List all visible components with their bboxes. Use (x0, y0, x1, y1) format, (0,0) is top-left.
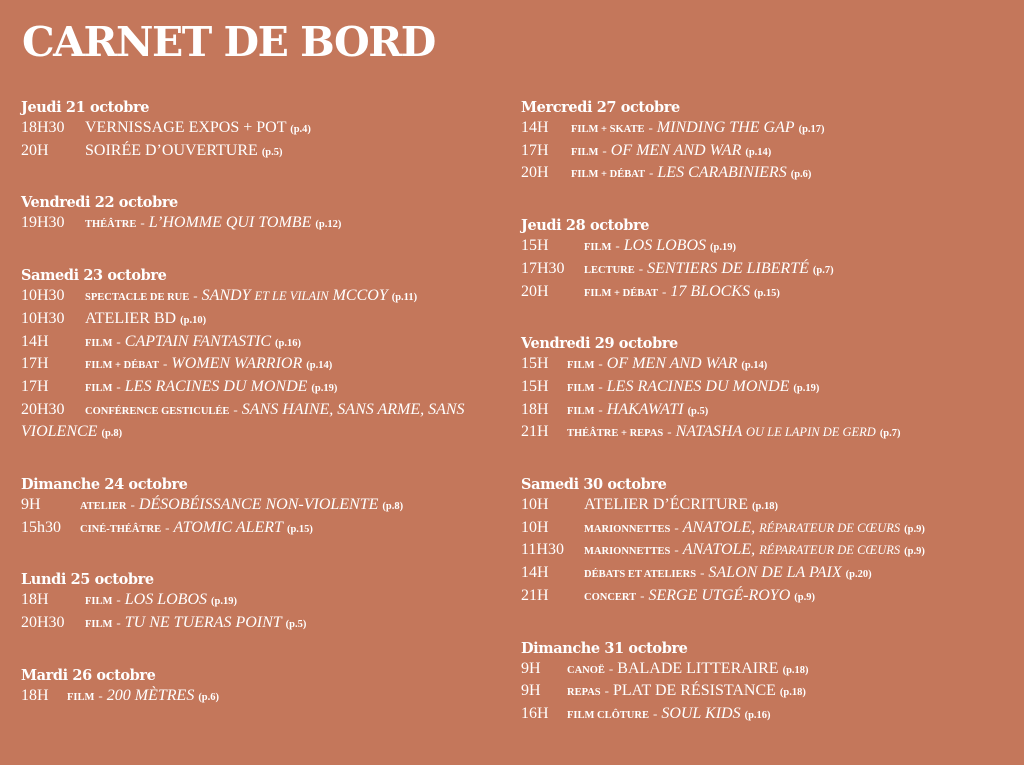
separator: - (667, 424, 672, 440)
event-category: FILM + DÉBAT (584, 287, 659, 299)
event-label: SOIRÉE D’OUVERTURE (85, 141, 258, 159)
event-row (521, 236, 1001, 259)
separator: - (130, 497, 135, 513)
event-title (647, 260, 809, 277)
day-block (21, 665, 501, 709)
event-time: 9H (21, 496, 41, 514)
event-page-ref: (p.19) (793, 382, 820, 394)
event-row (21, 613, 501, 636)
event-title (171, 355, 302, 372)
event-page-ref: (p.14) (306, 360, 333, 372)
event-time: 15H (521, 355, 549, 373)
separator: - (116, 333, 121, 349)
day-block (21, 192, 501, 236)
event-title (125, 333, 271, 350)
event-page-ref: (p.7) (879, 428, 901, 440)
event-title (125, 378, 308, 395)
day-block (521, 97, 1001, 186)
separator: - (648, 120, 653, 135)
event-category: FILM (85, 337, 113, 349)
event-row (21, 518, 501, 541)
separator: - (98, 687, 103, 703)
event-time: 21H (521, 586, 549, 604)
event-title (107, 687, 195, 704)
day-heading: Jeudi 28 octobre (521, 217, 650, 235)
event-category: REPAS (567, 687, 601, 699)
separator: - (116, 615, 121, 631)
day-block (21, 97, 501, 163)
day-heading: Lundi 25 octobre (21, 571, 154, 589)
event-title-text: OF MEN AND WAR (606, 355, 738, 373)
event-title (661, 705, 740, 722)
event-category: FILM + DÉBAT (571, 169, 646, 181)
event-row (21, 332, 501, 355)
day-heading: Vendredi 29 octobre (521, 335, 678, 353)
event-category: MARIONNETTES (584, 546, 671, 558)
event-title-text: ANATOLE, (682, 518, 756, 536)
event-title-text: HAKAWATI (606, 400, 684, 418)
separator: - (674, 519, 679, 535)
event-time: 11H30 (521, 541, 564, 559)
event-row (521, 518, 1001, 541)
event-category: THÉÂTRE + REPAS (567, 428, 664, 440)
separator: - (674, 542, 679, 558)
event-page-ref: (p.15) (286, 523, 313, 535)
event-row (21, 686, 501, 709)
event-title-text: OF MEN AND WAR (610, 141, 742, 159)
event-title (657, 119, 795, 136)
event-title-text: SOUL KIDS (661, 704, 741, 722)
event-time: 14H (521, 119, 549, 136)
event-category: SPECTACLE DE RUE (85, 292, 190, 304)
day-heading: Dimanche 31 octobre (521, 639, 688, 657)
event-title-text: ATOMIC ALERT (173, 518, 283, 536)
separator: - (604, 683, 609, 699)
event-time: 10H (521, 518, 549, 536)
event-time: 20H (521, 282, 549, 300)
event-row (521, 495, 1001, 518)
separator: - (640, 587, 645, 603)
event-row (21, 286, 501, 309)
day-heading: Mardi 26 octobre (21, 666, 156, 684)
event-row (21, 354, 501, 377)
event-time: 15H (521, 377, 549, 395)
event-label: BALADE LITTERAIRE (617, 659, 779, 677)
schedule-column-left (21, 97, 501, 738)
event-row (521, 400, 1001, 423)
separator: - (116, 378, 121, 394)
event-title-text: SERGE UTGÉ-ROYO (648, 586, 791, 604)
event-title (173, 519, 283, 536)
event-row (521, 377, 1001, 400)
event-time: 17H (521, 141, 549, 159)
event-title-small: ET LE VILAIN (254, 289, 329, 304)
event-row (21, 590, 501, 613)
event-title-text: LES CARABINIERS (657, 164, 787, 182)
event-title (202, 287, 388, 304)
day-block (21, 474, 501, 540)
event-page-ref: (p.7) (812, 264, 834, 276)
event-page-ref: (p.18) (751, 501, 778, 513)
event-time: 10H (521, 496, 549, 514)
event-page-ref: (p.5) (687, 405, 709, 417)
event-row (521, 681, 1001, 704)
day-block (21, 569, 501, 635)
separator: - (140, 215, 145, 231)
event-time: 9H (521, 659, 541, 677)
event-page-ref: (p.20) (845, 569, 872, 581)
event-page-ref: (p.9) (904, 546, 925, 558)
event-page-ref: (p.4) (290, 124, 311, 135)
event-title-text: LOS LOBOS (623, 237, 706, 255)
event-time: 20H (21, 141, 49, 159)
event-row (521, 354, 1001, 377)
event-page-ref: (p.6) (198, 691, 220, 703)
event-title (683, 519, 900, 536)
separator: - (598, 378, 603, 394)
event-time: 20H30 (21, 614, 65, 632)
event-category: FILM (85, 382, 113, 394)
event-category: FILM (571, 146, 599, 158)
event-title-small: RÉPARATEUR DE CŒURS (759, 520, 901, 535)
event-title (125, 591, 207, 608)
event-time: 20H (521, 164, 549, 182)
event-title-text: NATASHA (675, 423, 742, 441)
event-title (611, 142, 742, 159)
event-time: 18H30 (21, 119, 65, 136)
event-title (648, 587, 790, 604)
event-title (607, 401, 684, 418)
event-time: 14H (21, 332, 49, 350)
event-category: FILM CLÔTURE (567, 709, 649, 721)
day-block (21, 265, 501, 445)
event-time: 17H (21, 355, 49, 373)
separator: - (163, 356, 168, 372)
event-row (521, 563, 1001, 586)
event-page-ref: (p.14) (741, 360, 768, 372)
event-row (21, 495, 501, 518)
separator: - (165, 519, 170, 535)
event-title (125, 614, 282, 631)
event-row (21, 377, 501, 400)
event-title (607, 355, 738, 372)
event-row (21, 141, 501, 164)
event-page-ref: (p.6) (790, 169, 812, 181)
separator: - (662, 283, 667, 299)
event-row (21, 213, 501, 236)
event-page-ref: (p.18) (779, 687, 806, 699)
event-page-ref: (p.12) (315, 219, 342, 231)
event-title-text: DÉSOBÉISSANCE NON-VIOLENTE (138, 496, 379, 514)
separator: - (598, 401, 603, 417)
event-time: 17H (21, 377, 49, 395)
event-page-ref: (p.17) (798, 124, 825, 135)
event-category: CONCERT (584, 591, 637, 603)
event-category: LECTURE (584, 264, 635, 276)
event-row (21, 118, 501, 141)
event-row (521, 586, 1001, 609)
event-title-small: RÉPARATEUR DE CŒURS (759, 543, 901, 558)
event-category: FILM (67, 691, 95, 703)
event-title (607, 378, 790, 395)
day-heading: Samedi 30 octobre (521, 476, 667, 494)
event-page-ref: (p.5) (285, 619, 307, 631)
event-title (624, 237, 706, 254)
event-title-text: L’HOMME QUI TOMBE (148, 214, 312, 232)
event-time: 14H (521, 564, 549, 582)
event-title-text: WOMEN WARRIOR (171, 355, 303, 373)
event-row (521, 141, 1001, 164)
page-title: CARNET DE BORD (22, 18, 435, 66)
event-category: DÉBATS ET ATELIERS (584, 569, 697, 581)
separator: - (233, 401, 238, 417)
event-category: FILM (567, 405, 595, 417)
event-time: 10H30 (21, 287, 65, 305)
event-time: 18H (521, 400, 549, 418)
day-heading: Jeudi 21 octobre (21, 99, 150, 116)
event-title-text: LES RACINES DU MONDE (124, 377, 308, 395)
event-row (521, 118, 1001, 141)
event-time: 18H (21, 686, 49, 704)
event-label: ATELIER D’ÉCRITURE (584, 496, 748, 514)
event-title (657, 164, 786, 181)
schedule-column-right (521, 97, 1001, 756)
event-category: CINÉ-THÉÂTRE (80, 523, 162, 535)
separator: - (598, 356, 603, 372)
event-time: 10H30 (21, 309, 65, 327)
event-row (21, 400, 501, 445)
event-category: CONFÉRENCE GESTICULÉE (85, 405, 230, 417)
event-title-text: LES RACINES DU MONDE (606, 377, 790, 395)
event-page-ref: (p.8) (382, 501, 404, 513)
event-page-ref: (p.16) (744, 709, 771, 721)
separator: - (608, 660, 614, 676)
separator: - (602, 142, 607, 158)
event-title-text: CAPTAIN FANTASTIC (124, 332, 272, 350)
day-block (521, 474, 1001, 609)
day-block (521, 333, 1001, 445)
separator: - (116, 592, 121, 608)
event-title-small: OU LE LAPIN DE GERD (745, 425, 876, 440)
event-category: FILM (85, 619, 113, 631)
separator: - (652, 705, 658, 721)
event-page-ref: (p.19) (211, 596, 237, 608)
event-time: 9H (521, 682, 541, 700)
separator: - (700, 565, 705, 581)
day-heading: Mercredi 27 octobre (521, 99, 680, 116)
event-page-ref: (p.11) (391, 292, 418, 304)
event-category: FILM (584, 242, 612, 254)
event-row (521, 540, 1001, 563)
day-heading: Samedi 23 octobre (21, 267, 167, 285)
event-title (149, 214, 312, 231)
separator: - (638, 260, 644, 276)
separator: - (193, 288, 198, 304)
event-page-ref: (p.5) (261, 146, 283, 158)
event-row (21, 309, 501, 332)
event-title-text: SANDY (201, 287, 251, 305)
event-category: FILM + DÉBAT (85, 360, 160, 372)
event-category: ATELIER (80, 501, 127, 513)
event-title-text: LOS LOBOS (124, 591, 207, 609)
event-row (521, 422, 1001, 445)
event-time: 18H (21, 591, 49, 609)
event-title (708, 564, 841, 581)
event-title-text: MINDING THE GAP (656, 119, 795, 136)
day-block (521, 215, 1001, 304)
event-title-text: 17 BLOCKS (670, 282, 750, 300)
event-page-ref: (p.10) (180, 314, 207, 326)
event-page-ref: (p.15) (753, 287, 780, 299)
event-title-text: 200 MÈTRES (106, 686, 195, 704)
event-title-text: ANATOLE, (682, 541, 756, 559)
event-label: VERNISSAGE EXPOS + POT (85, 119, 287, 136)
event-row (521, 704, 1001, 727)
event-category: FILM + SKATE (571, 124, 645, 135)
event-row (521, 659, 1001, 682)
event-time: 17H30 (521, 259, 565, 277)
event-category: MARIONNETTES (584, 523, 671, 535)
separator: - (615, 238, 620, 254)
event-title (670, 283, 750, 300)
event-page-ref: (p.9) (794, 591, 815, 603)
event-time: 16H (521, 704, 549, 722)
event-time: 15h30 (21, 518, 61, 536)
event-page-ref: (p.16) (275, 337, 301, 349)
event-row (521, 163, 1001, 186)
event-page-ref: (p.14) (745, 146, 772, 158)
separator: - (649, 165, 654, 181)
event-title (676, 423, 876, 440)
day-heading: Vendredi 22 octobre (21, 194, 178, 212)
event-label: ATELIER BD (85, 309, 177, 327)
day-heading: Dimanche 24 octobre (21, 476, 188, 494)
event-category: FILM (567, 382, 595, 394)
event-time: 20H30 (21, 400, 65, 418)
event-title-text: TU NE TUERAS POINT (124, 614, 282, 632)
event-category: THÉÂTRE (85, 219, 137, 231)
day-block (521, 638, 1001, 727)
event-page-ref: (p.18) (782, 664, 809, 676)
event-time: 15H (521, 237, 549, 255)
event-title-text: SALON DE LA PAIX (708, 564, 842, 582)
event-title-text: SANS HAINE, SANS ARME, SANS VIOLENCE (21, 400, 465, 441)
event-title-end: MCCOY (332, 287, 388, 305)
event-title (683, 541, 900, 558)
event-page-ref: (p.19) (311, 382, 338, 394)
event-title-text: SENTIERS DE LIBERTÉ (647, 259, 809, 277)
event-row (521, 282, 1001, 305)
event-time: 21H (521, 423, 549, 441)
event-category: FILM (85, 596, 113, 608)
event-row (521, 259, 1001, 282)
event-page-ref: (p.19) (710, 242, 736, 254)
event-time: 19H30 (21, 214, 65, 232)
event-page-ref: (p.9) (904, 523, 925, 535)
event-category: CANOË (567, 664, 605, 676)
event-label: PLAT DE RÉSISTANCE (613, 682, 776, 700)
event-category: FILM (567, 360, 595, 372)
event-title (139, 496, 379, 513)
event-page-ref: (p.8) (101, 428, 123, 440)
